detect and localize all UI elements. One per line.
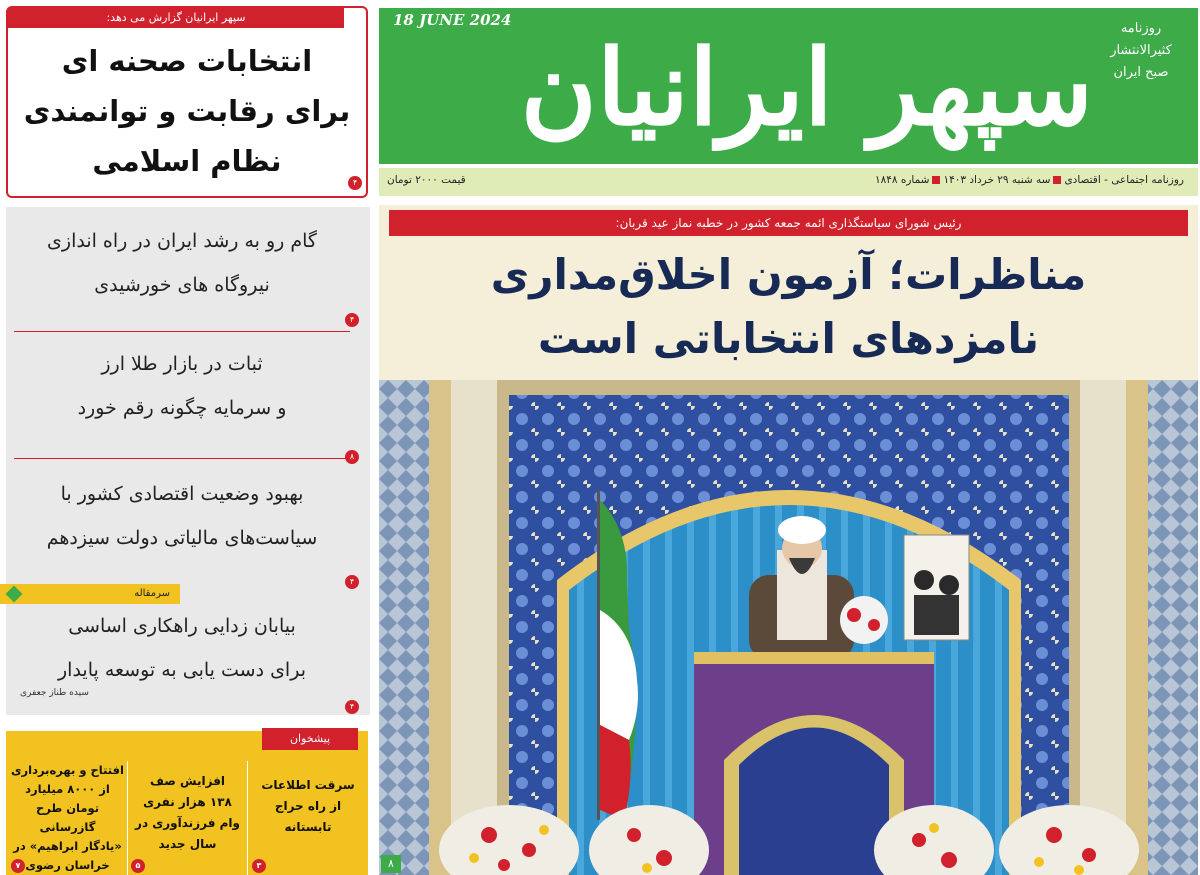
tagline-line: روزنامه [1120, 21, 1162, 36]
title-line: و سرمایه چگونه رقم خورد [77, 397, 287, 419]
issue-weekday-date: سه شنبه ۲۹ خرداد ۱۴۰۳ [943, 174, 1051, 186]
editorial-story[interactable] [0, 604, 364, 715]
preview-line: خراسان رضوی [25, 858, 110, 872]
preview-item[interactable] [8, 761, 128, 875]
story-item[interactable] [0, 458, 364, 584]
preview-text [8, 761, 127, 875]
page-badge: ۸ [345, 450, 359, 464]
preview-line: تابستانه [284, 820, 332, 834]
report-label: سپهر ایرانیان گزارش می دهد: [8, 8, 344, 28]
title-line: بهبود وضعیت اقتصادی کشور با [60, 483, 304, 505]
newspaper-logo: سپهر ایرانیان [520, 26, 1093, 149]
preview-line: وام فرزندآوری در [135, 816, 240, 830]
title-line: انتخابات صحنه ای [61, 44, 313, 78]
preview-text [248, 761, 368, 838]
title-line: گام رو به رشد ایران در راه اندازی [47, 230, 317, 252]
page-badge: ۵ [131, 859, 145, 873]
photo-page-number: ۸ [381, 855, 401, 873]
title-line: نیروگاه های خورشیدی [94, 274, 270, 296]
preview-item[interactable] [248, 761, 368, 875]
tagline-line: صبح ایران [1113, 65, 1169, 80]
story-title [30, 604, 334, 692]
title-line: سیاست‌های مالیاتی دولت سیزدهم [46, 527, 318, 549]
title-line: بیابان زدایی راهکاری اساسی [68, 615, 296, 637]
preview-item[interactable] [128, 761, 248, 875]
editorial-label: سرمقاله [134, 588, 170, 599]
title-line: ثبات در بازار طلا ارز [101, 353, 263, 375]
title-line: برای دست یابی به توسعه پایدار [57, 659, 306, 681]
issue-price: قیمت ۲۰۰۰ تومان [387, 174, 466, 186]
prayer-sermon-illustration [379, 380, 1198, 875]
issue-info-bar [379, 168, 1198, 196]
separator-square-icon [932, 176, 940, 184]
story-item[interactable] [0, 332, 364, 461]
issue-date: 18 JUNE 2024 [393, 11, 512, 29]
masthead [379, 8, 1198, 164]
preview-text [128, 761, 247, 855]
preview-line: از راه حراج [274, 799, 342, 813]
page-badge: ۴ [348, 176, 362, 190]
page-badge: ۴ [345, 700, 359, 714]
preview-line: از ۸۰۰۰ میلیارد [25, 782, 110, 796]
page-badge: ۴ [345, 575, 359, 589]
issue-category: روزنامه اجتماعی - اقتصادی [1064, 174, 1184, 186]
story-title [30, 342, 334, 430]
separator-square-icon [1053, 176, 1061, 184]
lead-headline [399, 243, 1178, 371]
preview-line: ۱۳۸ هزار نفری [143, 795, 232, 809]
report-title [16, 36, 358, 186]
story-title [30, 219, 334, 307]
preview-line: گازرسانی [39, 820, 96, 834]
preview-line: «یادگار ابراهیم» در [13, 839, 122, 853]
preview-line: افزایش صف [149, 774, 226, 788]
story-title [30, 472, 334, 560]
lead-kicker: رئیس شورای سیاستگذاری ائمه جمعه کشور در خطبه نماز عید قربان: [389, 210, 1188, 236]
story-item[interactable] [0, 207, 364, 332]
preview-line: سرقت اطلاعات [261, 778, 355, 792]
headline-line: نامزدهای انتخاباتی است [537, 314, 1040, 363]
previews-panel [6, 731, 368, 875]
preview-line: سال جدید [158, 837, 217, 851]
headline-line: مناظرات؛ آزمون اخلاق‌مداری [490, 250, 1087, 299]
preview-line: تومان طرح [35, 801, 100, 815]
page-badge: ۷ [11, 859, 25, 873]
lead-photo[interactable] [379, 380, 1198, 875]
issue-line [875, 174, 1184, 186]
lead-story[interactable] [379, 205, 1198, 380]
title-line: نظام اسلامی [92, 144, 282, 178]
tagline-line: کثیرالانتشار [1110, 43, 1172, 58]
diamond-icon [6, 586, 23, 603]
previews-heading: پیشخوان [262, 728, 358, 750]
title-line: برای رقابت و توانمندی [23, 94, 351, 128]
masthead-tagline [1096, 18, 1186, 84]
preview-line: افتتاح و بهره‌برداری [11, 763, 124, 777]
page-badge: ۳ [252, 859, 266, 873]
editorial-author: سیده طناز جعفری [20, 688, 89, 698]
featured-report-box[interactable] [6, 6, 368, 198]
page-badge: ۴ [345, 313, 359, 327]
editorial-tag [0, 584, 180, 604]
issue-number: شماره ۱۸۴۸ [874, 174, 930, 186]
